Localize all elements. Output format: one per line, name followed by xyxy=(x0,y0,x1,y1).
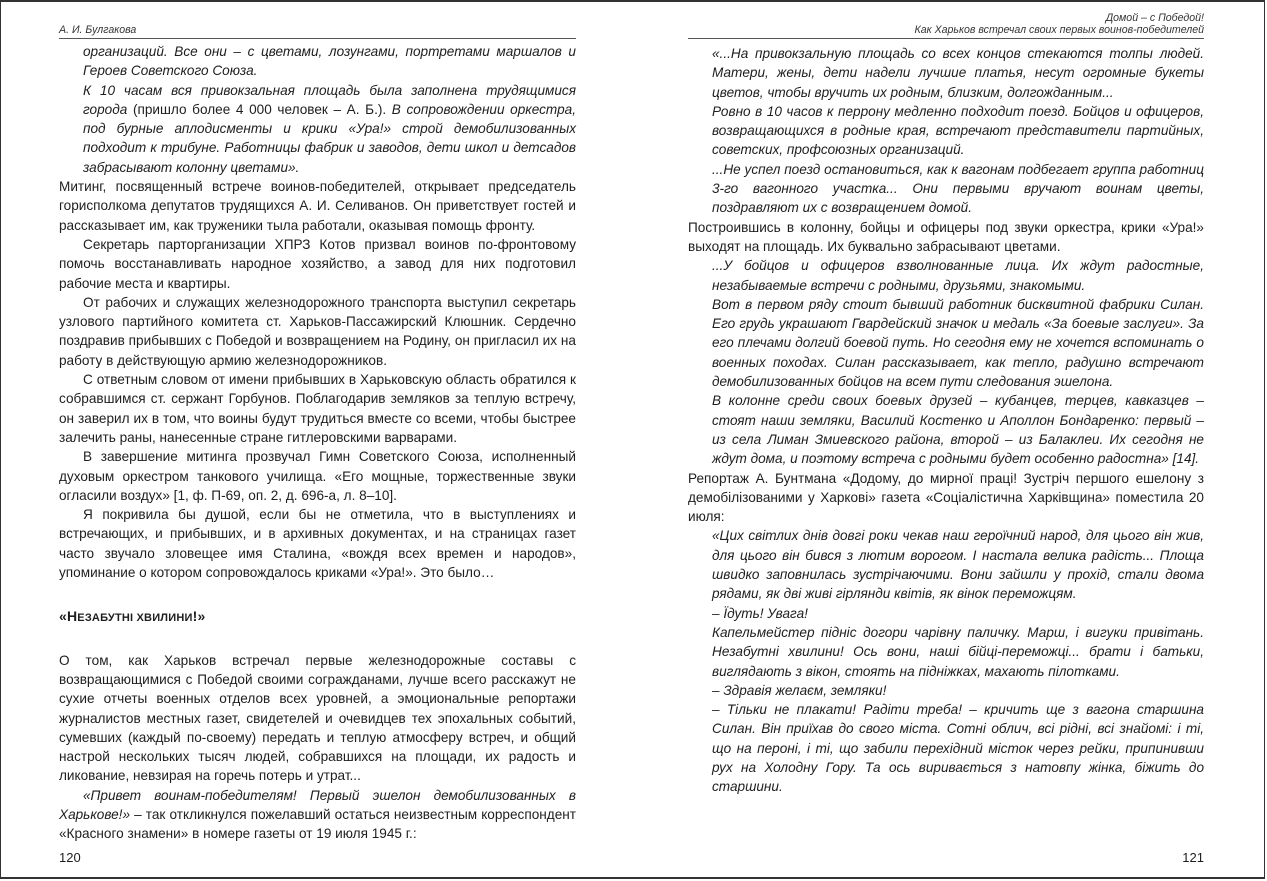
quote-paragraph: – Тільки не плакати! Радіти треба! – кричить ще з вагона старшина Силан. Він приїхав до свого міста. Сотні облич, всі рідні, всі знайомі: і ті, що на пероні, і ті, що забили перехідний місток через рейки, припинивши рух на Холодну Гору. Та ось виривається з натовпу жінка, біжить до старшини. xyxy=(712,702,1204,795)
running-head-author: А. И. Булгакова xyxy=(59,24,576,39)
quote-paragraph: Вот в первом ряду стоит бывший работник бисквитной фабрики Силан. Его грудь украшают Гвардейский значок и медаль «За боевые заслуги». За его плечами долгий боевой путь. Но сегодня ему не хочется вспоминать о военных походах. Силан рассказывает, как тепло, радушно встречают демобилизованных бойцов на всем пути следования эшелона. xyxy=(712,296,1204,390)
quote-paragraph: «...На привокзальную площадь со всех концов стекаются толпы людей. Матери, жены, дети надели лучшие платья, несут огромные букеты цветов, чтобы вручить их родным, близким, долгожданным... xyxy=(712,46,1204,100)
paragraph: В завершение митинга прозвучал Гимн Советского Союза, исполненный духовым оркестром танкового училища. «Его мощные, торжественные звуки огласили воздух» [1, ф. П-69, оп. 2, д. 696-а, л. 8–10]. xyxy=(59,449,576,503)
running-head-title: Домой – с Победой! xyxy=(1105,12,1204,24)
paragraph: Митинг, посвященный встрече воинов-победителей, открывает председатель горисполкома депутатов трудящихся А. И. Селиванов. Он приветствует гостей и рассказывает им, как труженики тыла работали, оказывая помощь фронту. xyxy=(59,179,576,233)
paragraph: Секретарь парторганизации ХПРЗ Котов призвал воинов по-фронтовому помочь восстанавливать народное хозяйство, а завод для них подготовил рабочие места и квартиры. xyxy=(59,236,576,291)
quote-paragraph: К 10 часам вся привокзальная площадь была заполнена трудящимися города (пришло более 4 000 человек – А. Б.). В сопровождении оркестра, под бурные аплодисменты и крики «Ура!» строй демобилизованных подходит к трибуне. Работницы фабрик и заводов, дети школ и детсадов забрасывают колонну цветами». xyxy=(83,82,576,175)
right-page-body xyxy=(688,44,1204,797)
paragraph: О том, как Харьков встречал первые железнодорожные составы с возвращающимися с Победой своими согражданами, лучше всего расскажут не сухие отчеты военных отделов всех уровней, а эмоциональные репортажи журналистов местных газет, свидетелей и очевидцев тех эпохальных событий, сумевших (каждый по-своему) передать и теплую атмосферу встреч, и общий настрой нескольких тысяч людей, собравшихся на площади, их радость и ликование, невзирая на горечь потерь и утрат... xyxy=(59,652,576,784)
paragraph: Построившись в колонну, бойцы и офицеры под звуки оркестра, крики «Ура!» выходят на площадь. Их буквально забрасывают цветами. xyxy=(688,219,1204,254)
page-number: 120 xyxy=(59,850,81,865)
quote-paragraph: Капельмейстер підніс догори чарівну паличку. Марш, і вигуки привітань. Незабутні хвилини! Ось вони, наші бійці-переможці... брати і батьки, виглядають з вікон, стоять на підніжках, махають пілотками. xyxy=(712,624,1204,679)
quote-paragraph: организаций. Все они – с цветами, лозунгами, портретами маршалов и Героев Советского Союза. xyxy=(83,44,576,79)
quote-paragraph: – Їдуть! Увага! xyxy=(712,605,808,621)
paragraph: От рабочих и служащих железнодорожного транспорта выступил секретарь узлового партийного комитета ст. Харьков-Пассажирский Клюшник. Сердечно поздравив прибывших с Победой и возвращением на Родину, он пригласил их на работу в действующую армию железнодорожников. xyxy=(59,294,576,368)
paragraph: Я покривила бы душой, если бы не отметила, что в выступлениях и встречающих, и прибывших, и в архивных документах, и на страницах газет часто звучало зловещее имя Сталина, «вождя всех времен и народов», упоминание о котором сопровождалось криками «Ура!». Это было… xyxy=(59,507,576,581)
quote-paragraph: – Здравія желаєм, земляки! xyxy=(712,682,887,698)
running-head-subtitle: Как Харьков встречал своих первых воинов-победителей xyxy=(914,24,1204,36)
page-number: 121 xyxy=(1182,850,1204,865)
paragraph: С ответным словом от имени прибывших в Харьковскую область обратился к собравшимся ст. сержант Горбунов. Поблагодарив земляков за теплую встречу, он заверил их в том, что воины будут трудиться вместе со всеми, чтобы быстрее залечить раны, нанесенные стране гитлеровскими варварами. xyxy=(59,372,576,445)
paragraph: Репортаж А. Бунтмана «Додому, до мирної праці! Зустріч першого ешелону з демобілізованими у Харкові» газета «Соціалістична Харківщина» поместила 20 июля: xyxy=(688,470,1204,525)
quote-paragraph: Ровно в 10 часов к перрону медленно подходит поезд. Бойцов и офицеров, возвращающихся в родные края, встречают представители партийных, советских, профсоюзных организаций. xyxy=(712,103,1204,158)
left-page-body xyxy=(59,42,576,844)
section-heading: «НЕЗАБУТНІ ХВИЛИНИ!» xyxy=(59,608,206,625)
quote-paragraph: В колонне среди своих боевых друзей – кубанцев, терцев, кавказцев – стоят наши земляки, Василий Костенко и Аполлон Бондаренко: первый – из села Лиман Змиевского района, второй – из Балаклеи. Их сегодня не ждут дома, и поэтому встреча с родными будет особенно радостна» [14]. xyxy=(712,393,1204,467)
quote-paragraph: ...У бойцов и офицеров взволнованные лица. Их ждут радостные, незабываемые встречи с родными, друзьями, знакомыми. xyxy=(712,258,1204,293)
paragraph: «Привет воинам-победителям! Первый эшелон демобилизованных в Харькове!» – так откликнулся пожелавший остаться неизвестным корреспондент «Красного знамени» в номере газеты от 19 июля 1945 г.: xyxy=(59,787,576,842)
quote-paragraph: «Цих світлих днів довгі роки чекав наш героїчний народ, для цього він жив, для цього він бився з лютим ворогом. І настала велика радість... Площа швидко заповнилась зустрічаючими. Вони зайшли у прохід, стали двома рядами, як дві живі гірлянди квітів, як вінок переможцям. xyxy=(712,528,1204,602)
quote-paragraph: ...Не успел поезд остановиться, как к вагонам подбегает группа работниц 3-го вагонного участка... Они первыми вручают воинам цветы, поздравляют их с возвращением домой. xyxy=(712,161,1204,216)
left-page xyxy=(59,2,576,877)
running-head-chapter xyxy=(688,12,1204,39)
right-page xyxy=(688,2,1204,877)
